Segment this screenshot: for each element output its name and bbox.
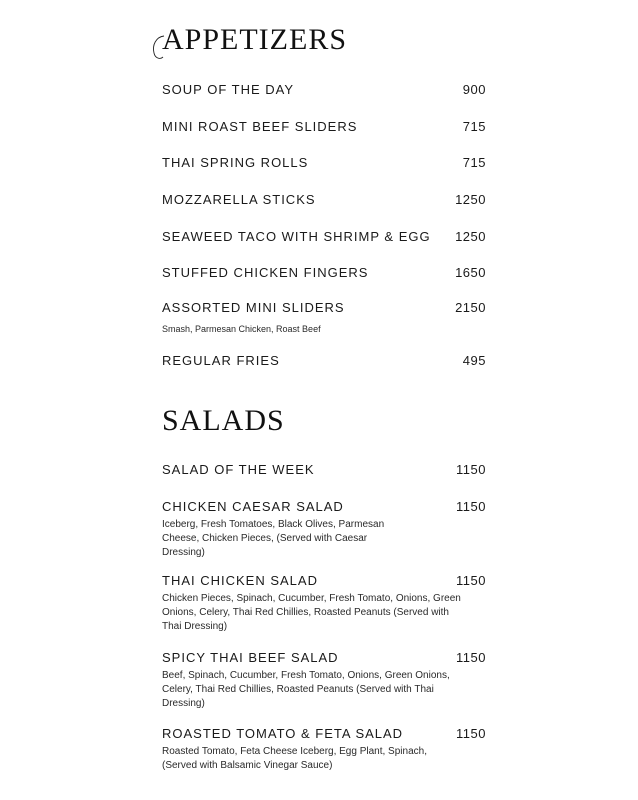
menu-item-name: ASSORTED MINI SLIDERS bbox=[162, 300, 345, 315]
menu-item bbox=[162, 650, 486, 711]
menu-item bbox=[162, 82, 486, 98]
menu-item bbox=[162, 155, 486, 171]
menu-item bbox=[162, 573, 486, 634]
menu-item-name: SOUP OF THE DAY bbox=[162, 82, 295, 97]
menu-item-name: SEAWEED TACO WITH SHRIMP & EGG bbox=[162, 229, 431, 244]
menu-item-description: Beef, Spinach, Cucumber, Fresh Tomato, Onions, Green Onions, Celery, Thai Red Chillies, Roasted Peanuts (Served with Thai Dressing) bbox=[162, 670, 450, 709]
menu-item bbox=[162, 462, 486, 478]
menu-item-price: 715 bbox=[462, 119, 486, 134]
menu-item-price: 1150 bbox=[456, 462, 486, 477]
menu-item-description: Chicken Pieces, Spinach, Cucumber, Fresh Tomato, Onions, Green Onions, Celery, Thai Red Chillies, Roasted Peanuts (Served with Thai Dressing) bbox=[162, 593, 461, 632]
menu-item-price: 715 bbox=[462, 155, 486, 170]
menu-item bbox=[162, 726, 486, 773]
menu-item-description: Iceberg, Fresh Tomatoes, Black Olives, Parmesan Cheese, Chicken Pieces, (Served with Caesar Dressing) bbox=[162, 519, 385, 558]
menu-item-price: 2150 bbox=[455, 300, 486, 315]
menu-item bbox=[162, 499, 486, 560]
menu-item-description: Smash, Parmesan Chicken, Roast Beef bbox=[162, 324, 321, 334]
menu-item bbox=[162, 353, 486, 369]
menu-item-name: CHICKEN CAESAR SALAD bbox=[162, 499, 344, 514]
salads-heading: SALADS bbox=[162, 404, 285, 437]
menu-item bbox=[162, 119, 486, 135]
menu-item bbox=[162, 300, 486, 336]
menu-item-name: SALAD OF THE WEEK bbox=[162, 462, 315, 477]
menu-item-price: 1250 bbox=[455, 229, 486, 244]
menu-item-price: 495 bbox=[462, 353, 486, 368]
menu-item-price: 1250 bbox=[455, 192, 486, 207]
menu-item-price: 1150 bbox=[456, 573, 486, 588]
menu-item-description: Roasted Tomato, Feta Cheese Iceberg, Egg Plant, Spinach, (Served with Balsamic Vinegar Sauce) bbox=[162, 746, 427, 771]
menu-item bbox=[162, 229, 486, 245]
menu-item-price: 1150 bbox=[456, 650, 486, 665]
menu-item-price: 1150 bbox=[456, 499, 486, 514]
menu-item-name: MINI ROAST BEEF SLIDERS bbox=[162, 119, 358, 134]
menu-item-price: 900 bbox=[462, 82, 486, 97]
menu-item bbox=[162, 265, 486, 281]
menu-item-name: STUFFED CHICKEN FINGERS bbox=[162, 265, 369, 280]
menu-item-name: THAI CHICKEN SALAD bbox=[162, 573, 318, 588]
menu-item-name: THAI SPRING ROLLS bbox=[162, 155, 309, 170]
menu-item-price: 1650 bbox=[455, 265, 486, 280]
menu-item-name: MOZZARELLA STICKS bbox=[162, 192, 316, 207]
appetizers-heading: APPETIZERS bbox=[162, 23, 348, 56]
menu-item-price: 1150 bbox=[456, 726, 486, 741]
menu-item-name: ROASTED TOMATO & FETA SALAD bbox=[162, 726, 404, 741]
menu-item-name: SPICY THAI BEEF SALAD bbox=[162, 650, 339, 665]
menu-item bbox=[162, 192, 486, 208]
menu-item-name: REGULAR FRIES bbox=[162, 353, 280, 368]
